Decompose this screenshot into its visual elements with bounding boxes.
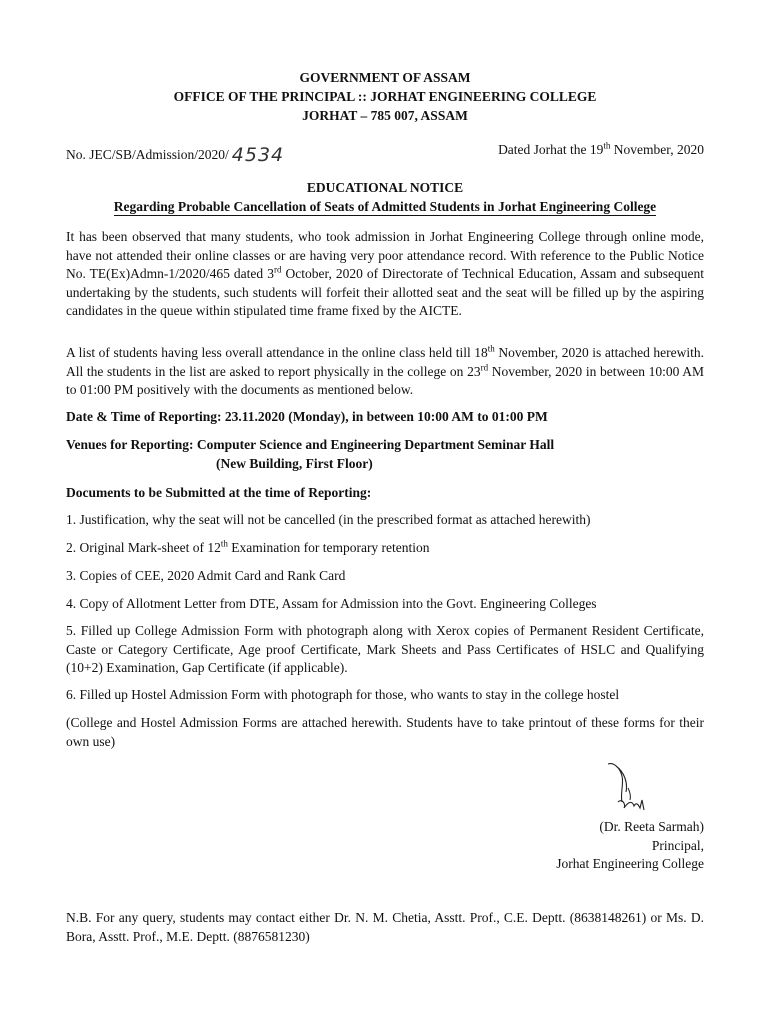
document-item-5: 5. Filled up College Admission Form with photograph along with Xerox copies of Permanent Resident Certificate, Caste or Category Certificate, Age proof Certificate, Mark Sheets and Pass Certificates of HSLC and Qualifying (10+2) Examination, Gap Certificate (if applicable). xyxy=(66,623,704,675)
handwritten-number: 4534 xyxy=(231,144,285,166)
signatory-block xyxy=(556,818,704,874)
paragraph-1: It has been observed that many students, who took admission in Jorhat Engineering College through online mode, have not attended their online classes or are having very poor attendance record. With reference to the Public Notice No. TE(Ex)Admn-1/2020/465 dated 3rd October, 2020 of Directorate of Technical Education, Assam and subsequent undertaking by the students, such students will forfeit their allotted seat and the seat will be filled up by the aspiring candidates in the queue within stipulated time frame fixed by the AICTE. xyxy=(66,229,705,318)
letterhead xyxy=(0,68,770,125)
notice-title-block xyxy=(0,178,770,216)
signatory-designation: Principal, xyxy=(651,837,704,853)
notice-title: EDUCATIONAL NOTICE xyxy=(306,180,464,195)
document-item-3: 3. Copies of CEE, 2020 Admit Card and Rank Card xyxy=(66,568,346,583)
forms-note: (College and Hostel Admission Forms are attached herewith. Students have to take printout of these forms for their own use) xyxy=(66,715,704,749)
nb-contact-note: N.B. For any query, students may contact either Dr. N. M. Chetia, Asstt. Prof., C.E. Deptt. (8638148261) or Ms. D. Bora, Asstt. Prof., M.E. Deptt. (8876581230) xyxy=(66,910,704,944)
address-line: JORHAT – 785 007, ASSAM xyxy=(302,108,468,123)
paragraph-2: A list of students having less overall attendance in the online class held till 18th November, 2020 is attached herewith. All the students in the list are asked to report physically in the college on 23rd November, 2020 in between 10:00 AM to 01:00 PM positively with the documents as mentioned below. xyxy=(66,343,704,397)
document-item-1: 1. Justification, why the seat will not be cancelled (in the prescribed format as attached herewith) xyxy=(66,512,591,527)
signature-image xyxy=(594,758,664,818)
document-item-6: 6. Filled up Hostel Admission Form with photograph for those, who wants to stay in the college hostel xyxy=(66,687,620,702)
document-item-2: 2. Original Mark-sheet of 12th Examination for temporary retention xyxy=(66,538,430,555)
reference-number: No. JEC/SB/Admission/2020/ 4534 xyxy=(66,144,285,166)
document-item-4: 4. Copy of Allotment Letter from DTE, Assam for Admission into the Govt. Engineering Colleges xyxy=(66,596,597,611)
signatory-institution: Jorhat Engineering College xyxy=(556,856,704,871)
reporting-venue: Venues for Reporting: Computer Science and Engineering Department Seminar Hall (New Building, First Floor) xyxy=(66,437,555,471)
notice-subject: Regarding Probable Cancellation of Seats of Admitted Students in Jorhat Engineering College xyxy=(113,199,657,214)
documents-heading: Documents to be Submitted at the time of Reporting: xyxy=(66,485,372,500)
office-line: OFFICE OF THE PRINCIPAL :: JORHAT ENGINEERING COLLEGE xyxy=(173,89,597,104)
reporting-date-time: Date & Time of Reporting: 23.11.2020 (Monday), in between 10:00 AM to 01:00 PM xyxy=(66,409,548,424)
govt-line: GOVERNMENT OF ASSAM xyxy=(299,70,471,85)
signatory-name: (Dr. Reeta Sarmah) xyxy=(599,819,704,834)
notice-date: Dated Jorhat the 19th November, 2020 xyxy=(498,140,704,157)
